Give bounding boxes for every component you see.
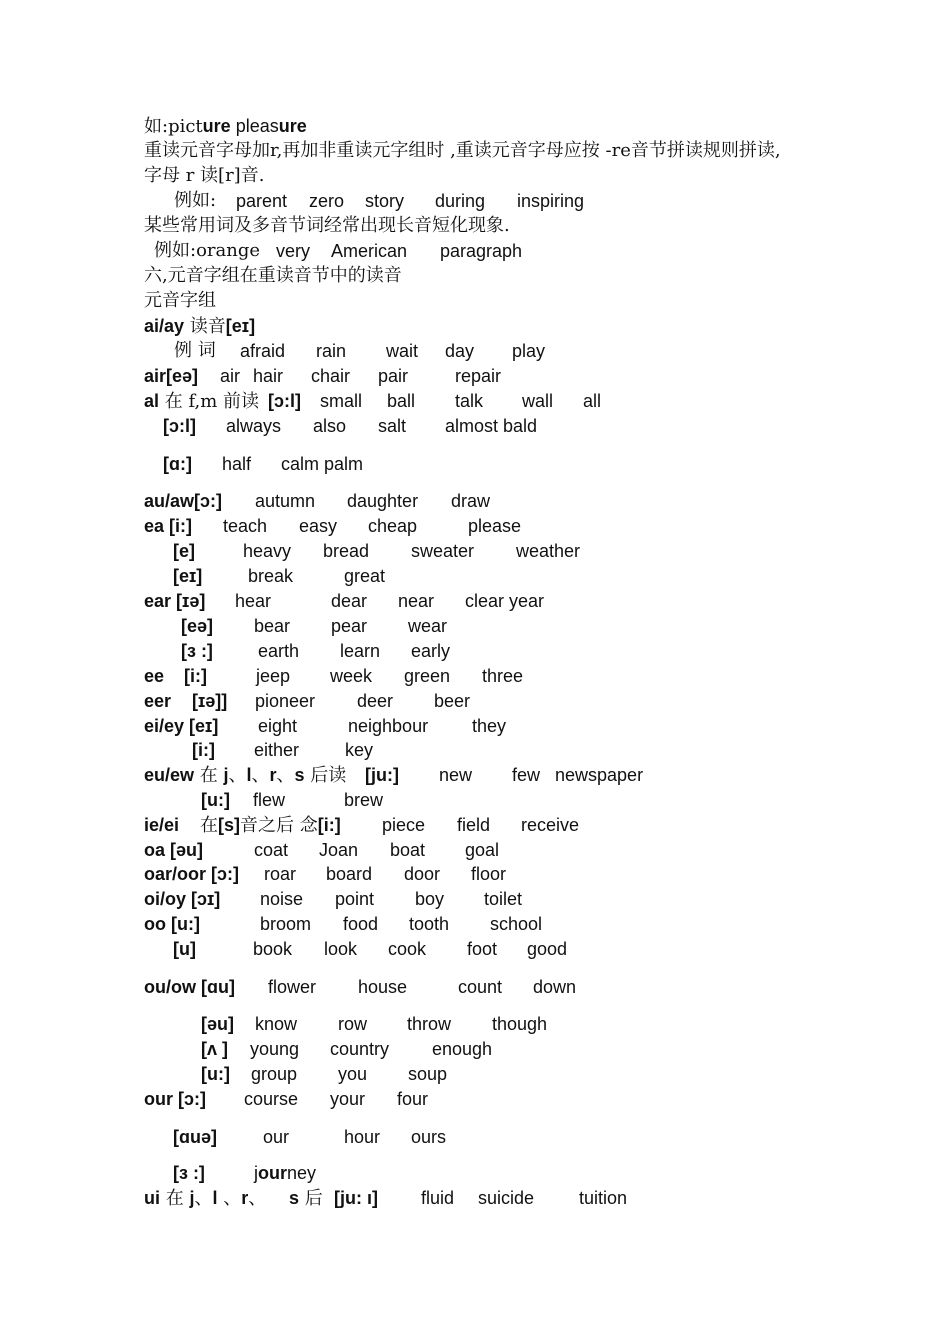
- example-word: flew: [253, 790, 286, 810]
- example-word: foot: [467, 939, 498, 959]
- example-word: sweater: [411, 541, 475, 561]
- example-label: 例如:orange: [154, 240, 261, 261]
- example-word: food: [343, 914, 379, 934]
- example-word: eight: [258, 716, 298, 736]
- example-word: calm palm: [281, 454, 364, 474]
- letter-j: j: [189, 1188, 195, 1208]
- ipa-symbol: [i:]: [317, 815, 341, 835]
- example-word: you: [338, 1064, 368, 1084]
- ipa-symbol: [s]: [218, 815, 240, 835]
- example-word: they: [472, 716, 507, 736]
- ipa-symbol: [u]: [173, 939, 196, 959]
- example-word: small: [320, 391, 363, 411]
- example-word: zero: [309, 191, 345, 211]
- example-word: earth: [258, 641, 300, 661]
- example-word: very: [276, 241, 311, 261]
- example-word: hear: [235, 591, 272, 611]
- word-part: j: [254, 1163, 258, 1183]
- ipa-symbol: [ju:]: [365, 765, 399, 785]
- example-word: floor: [471, 864, 507, 884]
- example-word: break: [248, 566, 294, 586]
- example-word: board: [326, 864, 373, 884]
- example-word: please: [468, 516, 522, 536]
- example-word: field: [457, 815, 491, 835]
- example-word: neighbour: [348, 716, 429, 736]
- example-word: American: [331, 241, 408, 261]
- example-word: pair: [378, 366, 409, 386]
- example-word: during: [435, 191, 486, 211]
- group-note: 后: [299, 1188, 323, 1209]
- ipa-symbol: [ɑ:]: [163, 454, 192, 474]
- example-word: pioneer: [255, 691, 316, 711]
- example-word: paragraph: [440, 241, 523, 261]
- example-word: know: [255, 1014, 298, 1034]
- group-label: oar/oor [ɔ:]: [144, 864, 240, 884]
- example-word: easy: [299, 516, 338, 536]
- group-label: air[eə]: [144, 366, 199, 386]
- example-word: cook: [388, 939, 427, 959]
- letter-r: r: [269, 765, 277, 785]
- example-word: bear: [254, 616, 291, 636]
- example-word: soup: [408, 1064, 448, 1084]
- group-note: 音之后 念: [240, 815, 318, 836]
- example-word: boat: [390, 840, 426, 860]
- example-word: four: [397, 1089, 429, 1109]
- example-word: roar: [264, 864, 297, 884]
- separator: 、: [228, 765, 247, 786]
- rule-text-line: 重读元音字母加r,再加非重读元字组时 ,重读元音字母应按 -re音节拼读规则拼读,: [144, 140, 781, 161]
- ipa-symbol: [ɜ :]: [173, 1163, 205, 1183]
- example-word: boy: [415, 889, 445, 909]
- example-word: heavy: [243, 541, 292, 561]
- example-word: jeep: [256, 666, 291, 686]
- example-word: half: [222, 454, 252, 474]
- example-word: ours: [411, 1127, 447, 1147]
- group-label: oi/oy [ɔɪ]: [144, 889, 221, 909]
- example-word: wall: [522, 391, 554, 411]
- ipa-symbol: [u:]: [201, 790, 230, 810]
- example-word: tooth: [409, 914, 450, 934]
- example-word: talk: [455, 391, 484, 411]
- example-label: 例 词: [174, 340, 216, 361]
- letter-r: r: [241, 1188, 249, 1208]
- group-label: our [ɔ:]: [144, 1089, 206, 1109]
- example-word: afraid: [240, 341, 286, 361]
- group-label: ei/ey [eɪ]: [144, 716, 219, 736]
- group-label: ee: [144, 666, 165, 686]
- example-word: story: [365, 191, 405, 211]
- example-word: count: [458, 977, 503, 997]
- example-word: down: [533, 977, 577, 997]
- group-label: ui: [144, 1188, 160, 1208]
- group-label: ear [ɪə]: [144, 591, 206, 611]
- example-word: door: [404, 864, 441, 884]
- example-word: always: [226, 416, 282, 436]
- example-word: week: [330, 666, 373, 686]
- example-word: learn: [340, 641, 381, 661]
- example-word: parent: [236, 191, 288, 211]
- group-note: 后读: [304, 765, 347, 786]
- group-label: ea [i:]: [144, 516, 193, 536]
- letter-j: j: [223, 765, 229, 785]
- ipa-symbol: [eɪ]: [225, 316, 256, 336]
- example-word: goal: [465, 840, 500, 860]
- example-word: salt: [378, 416, 407, 436]
- example-word: draw: [451, 491, 491, 511]
- example-word: your: [330, 1089, 366, 1109]
- example-word: autumn: [255, 491, 316, 511]
- ipa-symbol: [i:]: [192, 740, 215, 760]
- example-word: ball: [387, 391, 416, 411]
- ipa-symbol: [ɑuə]: [173, 1127, 217, 1147]
- separator: 、: [194, 1188, 213, 1209]
- ipa-symbol: [eə]: [181, 616, 214, 636]
- group-note: 在 f,m 前读: [159, 391, 259, 412]
- example-word: teach: [223, 516, 268, 536]
- separator: 、: [248, 1188, 267, 1209]
- example-word: hair: [253, 366, 284, 386]
- group-note: 在: [160, 1188, 190, 1209]
- word-part: ney: [287, 1163, 317, 1183]
- separator: 、: [276, 765, 295, 786]
- example-word: young: [250, 1039, 300, 1059]
- ipa-symbol: [ɪə]]: [192, 691, 228, 711]
- example-word: bread: [323, 541, 370, 561]
- example-word: school: [490, 914, 543, 934]
- group-note: 在: [200, 815, 218, 836]
- example-word: brew: [344, 790, 384, 810]
- example-word: new: [439, 765, 473, 785]
- group-label: ou/ow [ɑu]: [144, 977, 235, 997]
- ipa-symbol: [ɜ :]: [181, 641, 213, 661]
- example-word: coat: [254, 840, 289, 860]
- ipa-symbol: [ɔ:l]: [268, 391, 301, 411]
- example-word: green: [404, 666, 451, 686]
- example-word: newspaper: [555, 765, 644, 785]
- example-word: all: [583, 391, 602, 411]
- example-word: course: [244, 1089, 299, 1109]
- letter-l: l: [212, 1188, 218, 1208]
- example-word: enough: [432, 1039, 493, 1059]
- example-word: Joan: [319, 840, 359, 860]
- group-label: ie/ei: [144, 815, 180, 835]
- ipa-symbol: [əu]: [201, 1014, 234, 1034]
- ipa-symbol: [eɪ]: [173, 566, 203, 586]
- example-word: receive: [521, 815, 580, 835]
- ipa-symbol: [ju: ı]: [334, 1188, 378, 1208]
- example-word: hour: [344, 1127, 381, 1147]
- ipa-symbol: [e]: [173, 541, 195, 561]
- example-word: few: [512, 765, 541, 785]
- example-word: day: [445, 341, 475, 361]
- example-word: key: [345, 740, 374, 760]
- example-word: cheap: [368, 516, 418, 536]
- example-word: toilet: [484, 889, 523, 909]
- example-word: play: [512, 341, 546, 361]
- example-word: noise: [260, 889, 304, 909]
- example-word: beer: [434, 691, 471, 711]
- example-word: air: [220, 366, 241, 386]
- example-word: country: [330, 1039, 390, 1059]
- example-word: piece: [382, 815, 426, 835]
- example-word: look: [324, 939, 358, 959]
- example-word: [254, 1161, 316, 1185]
- group-label: au/aw[ɔ:]: [144, 491, 223, 511]
- example-word: three: [482, 666, 524, 686]
- example-word: house: [358, 977, 408, 997]
- example-word: great: [344, 566, 386, 586]
- example-word: inspiring: [517, 191, 585, 211]
- example-word: our: [263, 1127, 290, 1147]
- example-word: point: [335, 889, 375, 909]
- rule-text-line-2: 字母 r 读[r]音.: [144, 165, 265, 186]
- example-word: good: [527, 939, 568, 959]
- ure-bold-2: ure: [278, 116, 307, 136]
- example-word: chair: [311, 366, 351, 386]
- ure-bold-1: ure: [202, 116, 231, 136]
- example-word: though: [492, 1014, 548, 1034]
- ipa-symbol: [u:]: [201, 1064, 230, 1084]
- example-word: wear: [408, 616, 448, 636]
- ipa-symbol: [i:]: [184, 666, 207, 686]
- letter-l: l: [246, 765, 252, 785]
- example-word: repair: [455, 366, 502, 386]
- example-word: early: [411, 641, 451, 661]
- example-label: 例如:: [174, 190, 217, 211]
- example-word: rain: [316, 341, 347, 361]
- intro-mid: pleas: [230, 116, 279, 136]
- group-label: oa [əu]: [144, 840, 204, 860]
- letter-s: s: [294, 765, 305, 785]
- group-label: al: [144, 391, 160, 411]
- example-word: fluid: [421, 1188, 455, 1208]
- group-label: eu/ew: [144, 765, 195, 785]
- example-word: tuition: [579, 1188, 628, 1208]
- example-word: pear: [331, 616, 368, 636]
- example-word: broom: [260, 914, 312, 934]
- group-note: 在: [194, 765, 224, 786]
- ipa-symbol: [ɔ:l]: [163, 416, 196, 436]
- example-word: group: [251, 1064, 298, 1084]
- intro-prefix: 如:pict: [144, 116, 203, 137]
- example-word: almost bald: [445, 416, 538, 436]
- section-heading: 六,元音字组在重读音节中的读音: [144, 265, 402, 286]
- example-word: suicide: [478, 1188, 535, 1208]
- subsection-heading: 元音字组: [144, 290, 216, 311]
- separator: 、: [251, 765, 270, 786]
- word-part-bold: our: [258, 1163, 287, 1183]
- example-word: flower: [268, 977, 317, 997]
- example-word: wait: [386, 341, 419, 361]
- example-word: weather: [516, 541, 581, 561]
- group-label: oo [u:]: [144, 914, 200, 934]
- example-word: book: [253, 939, 293, 959]
- example-word: clear year: [465, 591, 545, 611]
- example-word: throw: [407, 1014, 452, 1034]
- letter-s: s: [289, 1188, 300, 1208]
- rule-text-line-3: 某些常用词及多音节词经常出现长音短化现象.: [144, 215, 510, 236]
- ipa-symbol: [ʌ ]: [201, 1039, 228, 1059]
- separator: 、: [217, 1188, 242, 1209]
- example-word: daughter: [347, 491, 419, 511]
- example-word: deer: [357, 691, 394, 711]
- group-note: 读音: [184, 316, 226, 337]
- group-label: eer: [144, 691, 172, 711]
- group-label: ai/ay: [144, 316, 185, 336]
- example-word: near: [398, 591, 435, 611]
- example-word: dear: [331, 591, 368, 611]
- example-word: either: [254, 740, 300, 760]
- example-word: also: [313, 416, 347, 436]
- example-word: row: [338, 1014, 368, 1034]
